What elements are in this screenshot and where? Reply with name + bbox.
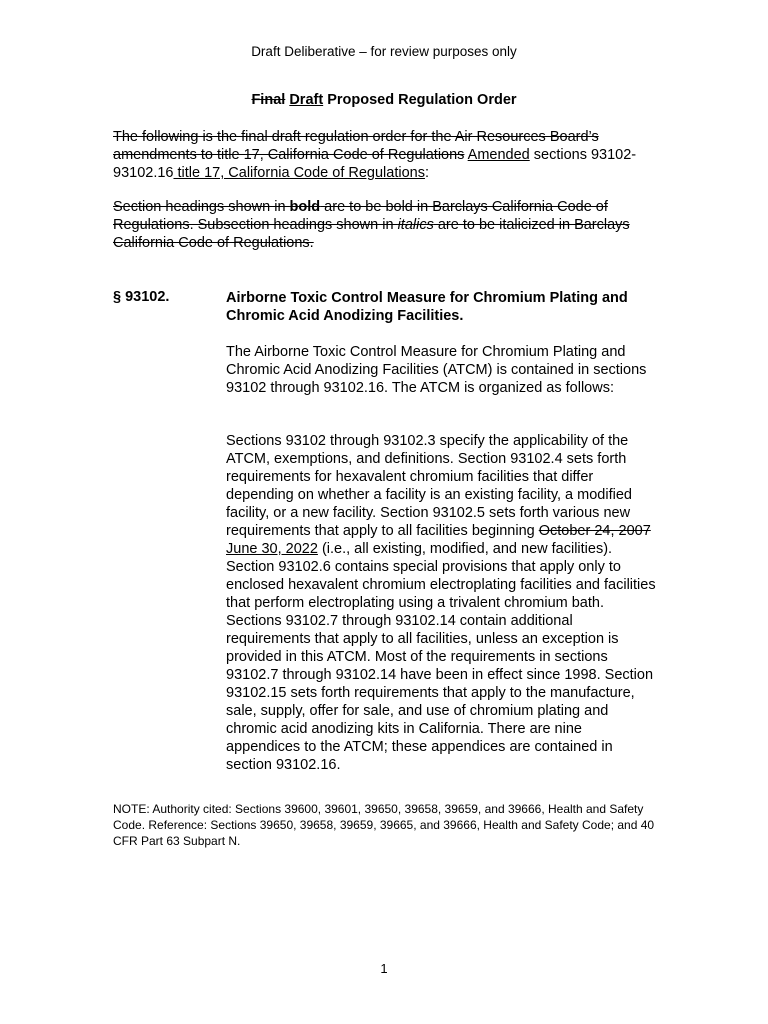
intro-deleted-text: The following is the final draft regulation order for the Air Resources Board’s amendments to title 17, California Code of Regulations bbox=[113, 129, 599, 163]
para2-deleted-date: October 24, 2007 bbox=[538, 523, 651, 539]
headings-note-italic-word: italics bbox=[397, 217, 434, 233]
document-title bbox=[0, 92, 768, 108]
headings-note-part-a: Section headings shown in bbox=[113, 199, 290, 215]
title-inserted-text: Draft bbox=[289, 92, 324, 108]
section-number: § 93102. bbox=[113, 289, 170, 305]
headings-note-bold-word: bold bbox=[289, 199, 321, 215]
title-rest-text: Proposed Regulation Order bbox=[323, 92, 517, 108]
intro-inserted-amended: Amended bbox=[467, 147, 530, 163]
intro-inserted-title: title 17, California Code of Regulations bbox=[173, 165, 425, 181]
headings-note-part-c: are to be italicized in Barclays California Code of Regulations. bbox=[113, 217, 630, 251]
intro-paragraph bbox=[113, 128, 658, 182]
headings-note-part-b: are to be bold in Barclays California Code of Regulations. Subsection headings shown in bbox=[113, 199, 608, 233]
title-deleted-text: Final bbox=[251, 92, 286, 108]
section-paragraph-2 bbox=[226, 432, 656, 774]
headings-note-deleted bbox=[113, 199, 630, 251]
authority-note: NOTE: Authority cited: Sections 39600, 39601, 39650, 39658, 39659, and 39666, Health and Safety Code. Reference: Sections 39650, 39658, 39659, 39665, and 39666, Health and Safety Code; and 40 CFR Part 63 Subpart N. bbox=[113, 802, 655, 848]
para2-text-b: (i.e., all existing, modified, and new facilities). Section 93102.6 contains special provisions that apply only to enclosed hexavalent chromium electroplating facilities and facilities that perform electroplating using a trivalent chromium bath. bbox=[226, 541, 656, 611]
section-paragraph-3: Sections 93102.7 through 93102.14 contain additional requirements that apply to all facilities, unless an exception is provided in this ATCM. Most of the requirements in sections 93102.7 through 93102.14 have been in effect since 1998. Section 93102.15 sets forth requirements that apply to the manufacture, sale, supply, offer for sale, and use of chromium plating and chromic acid anodizing kits in California. There are nine appendices to the ATCM; these appendices are contained in section 93102.16. bbox=[226, 613, 654, 773]
section-title: Airborne Toxic Control Measure for Chromium Plating and Chromic Acid Anodizing Facilities. bbox=[226, 290, 628, 324]
section-paragraph-1: The Airborne Toxic Control Measure for Chromium Plating and Chromic Acid Anodizing Facilities (ATCM) is contained in sections 93102 through 93102.16. The ATCM is organized as follows: bbox=[226, 344, 647, 396]
page-number: 1 bbox=[380, 961, 388, 976]
para2-text-a: Sections 93102 through 93102.3 specify the applicability of the ATCM, exemptions, and definitions. Section 93102.4 sets forth requirements for hexavalent chromium facilities that differ depending on whether a facility is an existing facility, a modified facility, or a new facility. Section 93102.5 sets forth various new requirements that apply to all facilities beginning bbox=[226, 433, 632, 539]
page-header: Draft Deliberative – for review purposes only bbox=[251, 44, 517, 59]
intro-sections-text: sections 93102-93102.16 bbox=[113, 147, 637, 181]
headings-note-paragraph bbox=[113, 198, 658, 252]
intro-colon: : bbox=[424, 165, 429, 181]
para2-inserted-date: June 30, 2022 bbox=[226, 541, 318, 557]
